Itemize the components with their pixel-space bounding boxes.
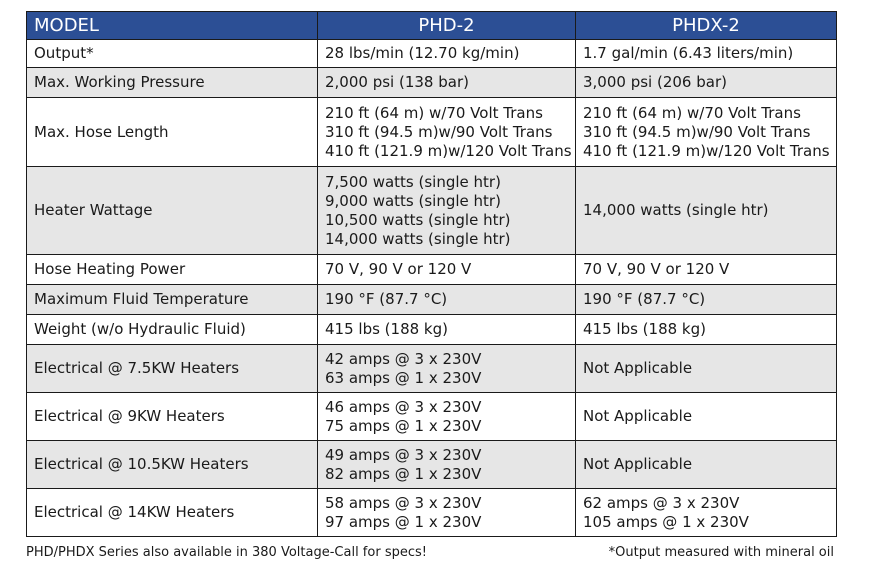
phdx-2-value bbox=[576, 255, 837, 285]
phdx-2-value bbox=[576, 393, 837, 441]
spec-table bbox=[26, 11, 837, 537]
phd-2-value bbox=[318, 98, 576, 167]
spec-label: Heater Wattage bbox=[27, 167, 318, 255]
phdx-2-value bbox=[576, 167, 837, 255]
phdx-2-value bbox=[576, 68, 837, 98]
spec-label: Electrical @ 10.5KW Heaters bbox=[27, 441, 318, 489]
table-row bbox=[27, 40, 837, 68]
phd-2-value bbox=[318, 315, 576, 345]
table-row bbox=[27, 68, 837, 98]
value-line: 28 lbs/min (12.70 kg/min) bbox=[325, 44, 520, 62]
value-line: 310 ft (94.5 m)w/90 Volt Trans bbox=[325, 122, 553, 141]
spec-label: Max. Hose Length bbox=[27, 98, 318, 167]
value-line: Not Applicable bbox=[583, 359, 693, 377]
value-line: 14,000 watts (single htr) bbox=[325, 229, 511, 248]
phd-2-value bbox=[318, 441, 576, 489]
table-row bbox=[27, 98, 837, 167]
value-line: 70 V, 90 V or 120 V bbox=[583, 260, 730, 278]
value-line: 410 ft (121.9 m)w/120 Volt Trans bbox=[583, 141, 830, 160]
value-line: 97 amps @ 1 x 230V bbox=[325, 512, 482, 531]
phdx-2-value bbox=[576, 441, 837, 489]
value-line: 7,500 watts (single htr) bbox=[325, 172, 501, 191]
value-line: 42 amps @ 3 x 230V bbox=[325, 349, 482, 368]
value-line: 190 °F (87.7 °C) bbox=[583, 290, 706, 308]
value-line: 415 lbs (188 kg) bbox=[583, 320, 706, 338]
phd-2-value bbox=[318, 393, 576, 441]
phdx-2-value bbox=[576, 285, 837, 315]
table-row bbox=[27, 285, 837, 315]
phdx-2-value bbox=[576, 40, 837, 68]
spec-label: Output* bbox=[27, 40, 318, 68]
value-line: 46 amps @ 3 x 230V bbox=[325, 397, 482, 416]
table-row bbox=[27, 345, 837, 393]
spec-label: Weight (w/o Hydraulic Fluid) bbox=[27, 315, 318, 345]
value-line: 310 ft (94.5 m)w/90 Volt Trans bbox=[583, 122, 811, 141]
value-line: 75 amps @ 1 x 230V bbox=[325, 416, 482, 435]
value-line: Not Applicable bbox=[583, 407, 693, 425]
header-phdx-2: PHDX-2 bbox=[576, 12, 837, 40]
phdx-2-value bbox=[576, 345, 837, 393]
phdx-2-value bbox=[576, 489, 837, 537]
value-line: 2,000 psi (138 bar) bbox=[325, 73, 469, 91]
value-line: 190 °F (87.7 °C) bbox=[325, 290, 448, 308]
phd-2-value bbox=[318, 68, 576, 98]
spec-label: Electrical @ 7.5KW Heaters bbox=[27, 345, 318, 393]
phd-2-value bbox=[318, 255, 576, 285]
spec-label: Hose Heating Power bbox=[27, 255, 318, 285]
phdx-2-value bbox=[576, 98, 837, 167]
value-line: Not Applicable bbox=[583, 455, 693, 473]
spec-label: Max. Working Pressure bbox=[27, 68, 318, 98]
table-row bbox=[27, 255, 837, 285]
value-line: 82 amps @ 1 x 230V bbox=[325, 464, 482, 483]
value-line: 1.7 gal/min (6.43 liters/min) bbox=[583, 44, 794, 62]
phd-2-value bbox=[318, 40, 576, 68]
header-phd-2: PHD-2 bbox=[318, 12, 576, 40]
spec-label: Electrical @ 14KW Heaters bbox=[27, 489, 318, 537]
value-line: 410 ft (121.9 m)w/120 Volt Trans bbox=[325, 141, 572, 160]
phdx-2-value bbox=[576, 315, 837, 345]
table-row bbox=[27, 393, 837, 441]
value-line: 63 amps @ 1 x 230V bbox=[325, 368, 482, 387]
table-header-row bbox=[27, 12, 837, 40]
table-row bbox=[27, 167, 837, 255]
value-line: 70 V, 90 V or 120 V bbox=[325, 260, 472, 278]
table-row bbox=[27, 489, 837, 537]
table-row bbox=[27, 315, 837, 345]
value-line: 210 ft (64 m) w/70 Volt Trans bbox=[325, 103, 543, 122]
footnote-voltage: PHD/PHDX Series also available in 380 Voltage-Call for specs! bbox=[26, 545, 427, 560]
footnote-output: *Output measured with mineral oil bbox=[608, 545, 834, 560]
value-line: 10,500 watts (single htr) bbox=[325, 210, 511, 229]
value-line: 9,000 watts (single htr) bbox=[325, 191, 501, 210]
spec-label: Maximum Fluid Temperature bbox=[27, 285, 318, 315]
phd-2-value bbox=[318, 167, 576, 255]
value-line: 49 amps @ 3 x 230V bbox=[325, 445, 482, 464]
spec-label: Electrical @ 9KW Heaters bbox=[27, 393, 318, 441]
value-line: 3,000 psi (206 bar) bbox=[583, 73, 727, 91]
value-line: 415 lbs (188 kg) bbox=[325, 320, 448, 338]
value-line: 105 amps @ 1 x 230V bbox=[583, 512, 749, 531]
value-line: 58 amps @ 3 x 230V bbox=[325, 493, 482, 512]
phd-2-value bbox=[318, 285, 576, 315]
spec-table-body bbox=[27, 40, 837, 537]
header-model: MODEL bbox=[27, 12, 318, 40]
value-line: 14,000 watts (single htr) bbox=[583, 201, 769, 219]
phd-2-value bbox=[318, 489, 576, 537]
value-line: 210 ft (64 m) w/70 Volt Trans bbox=[583, 103, 801, 122]
table-row bbox=[27, 441, 837, 489]
phd-2-value bbox=[318, 345, 576, 393]
value-line: 62 amps @ 3 x 230V bbox=[583, 493, 740, 512]
